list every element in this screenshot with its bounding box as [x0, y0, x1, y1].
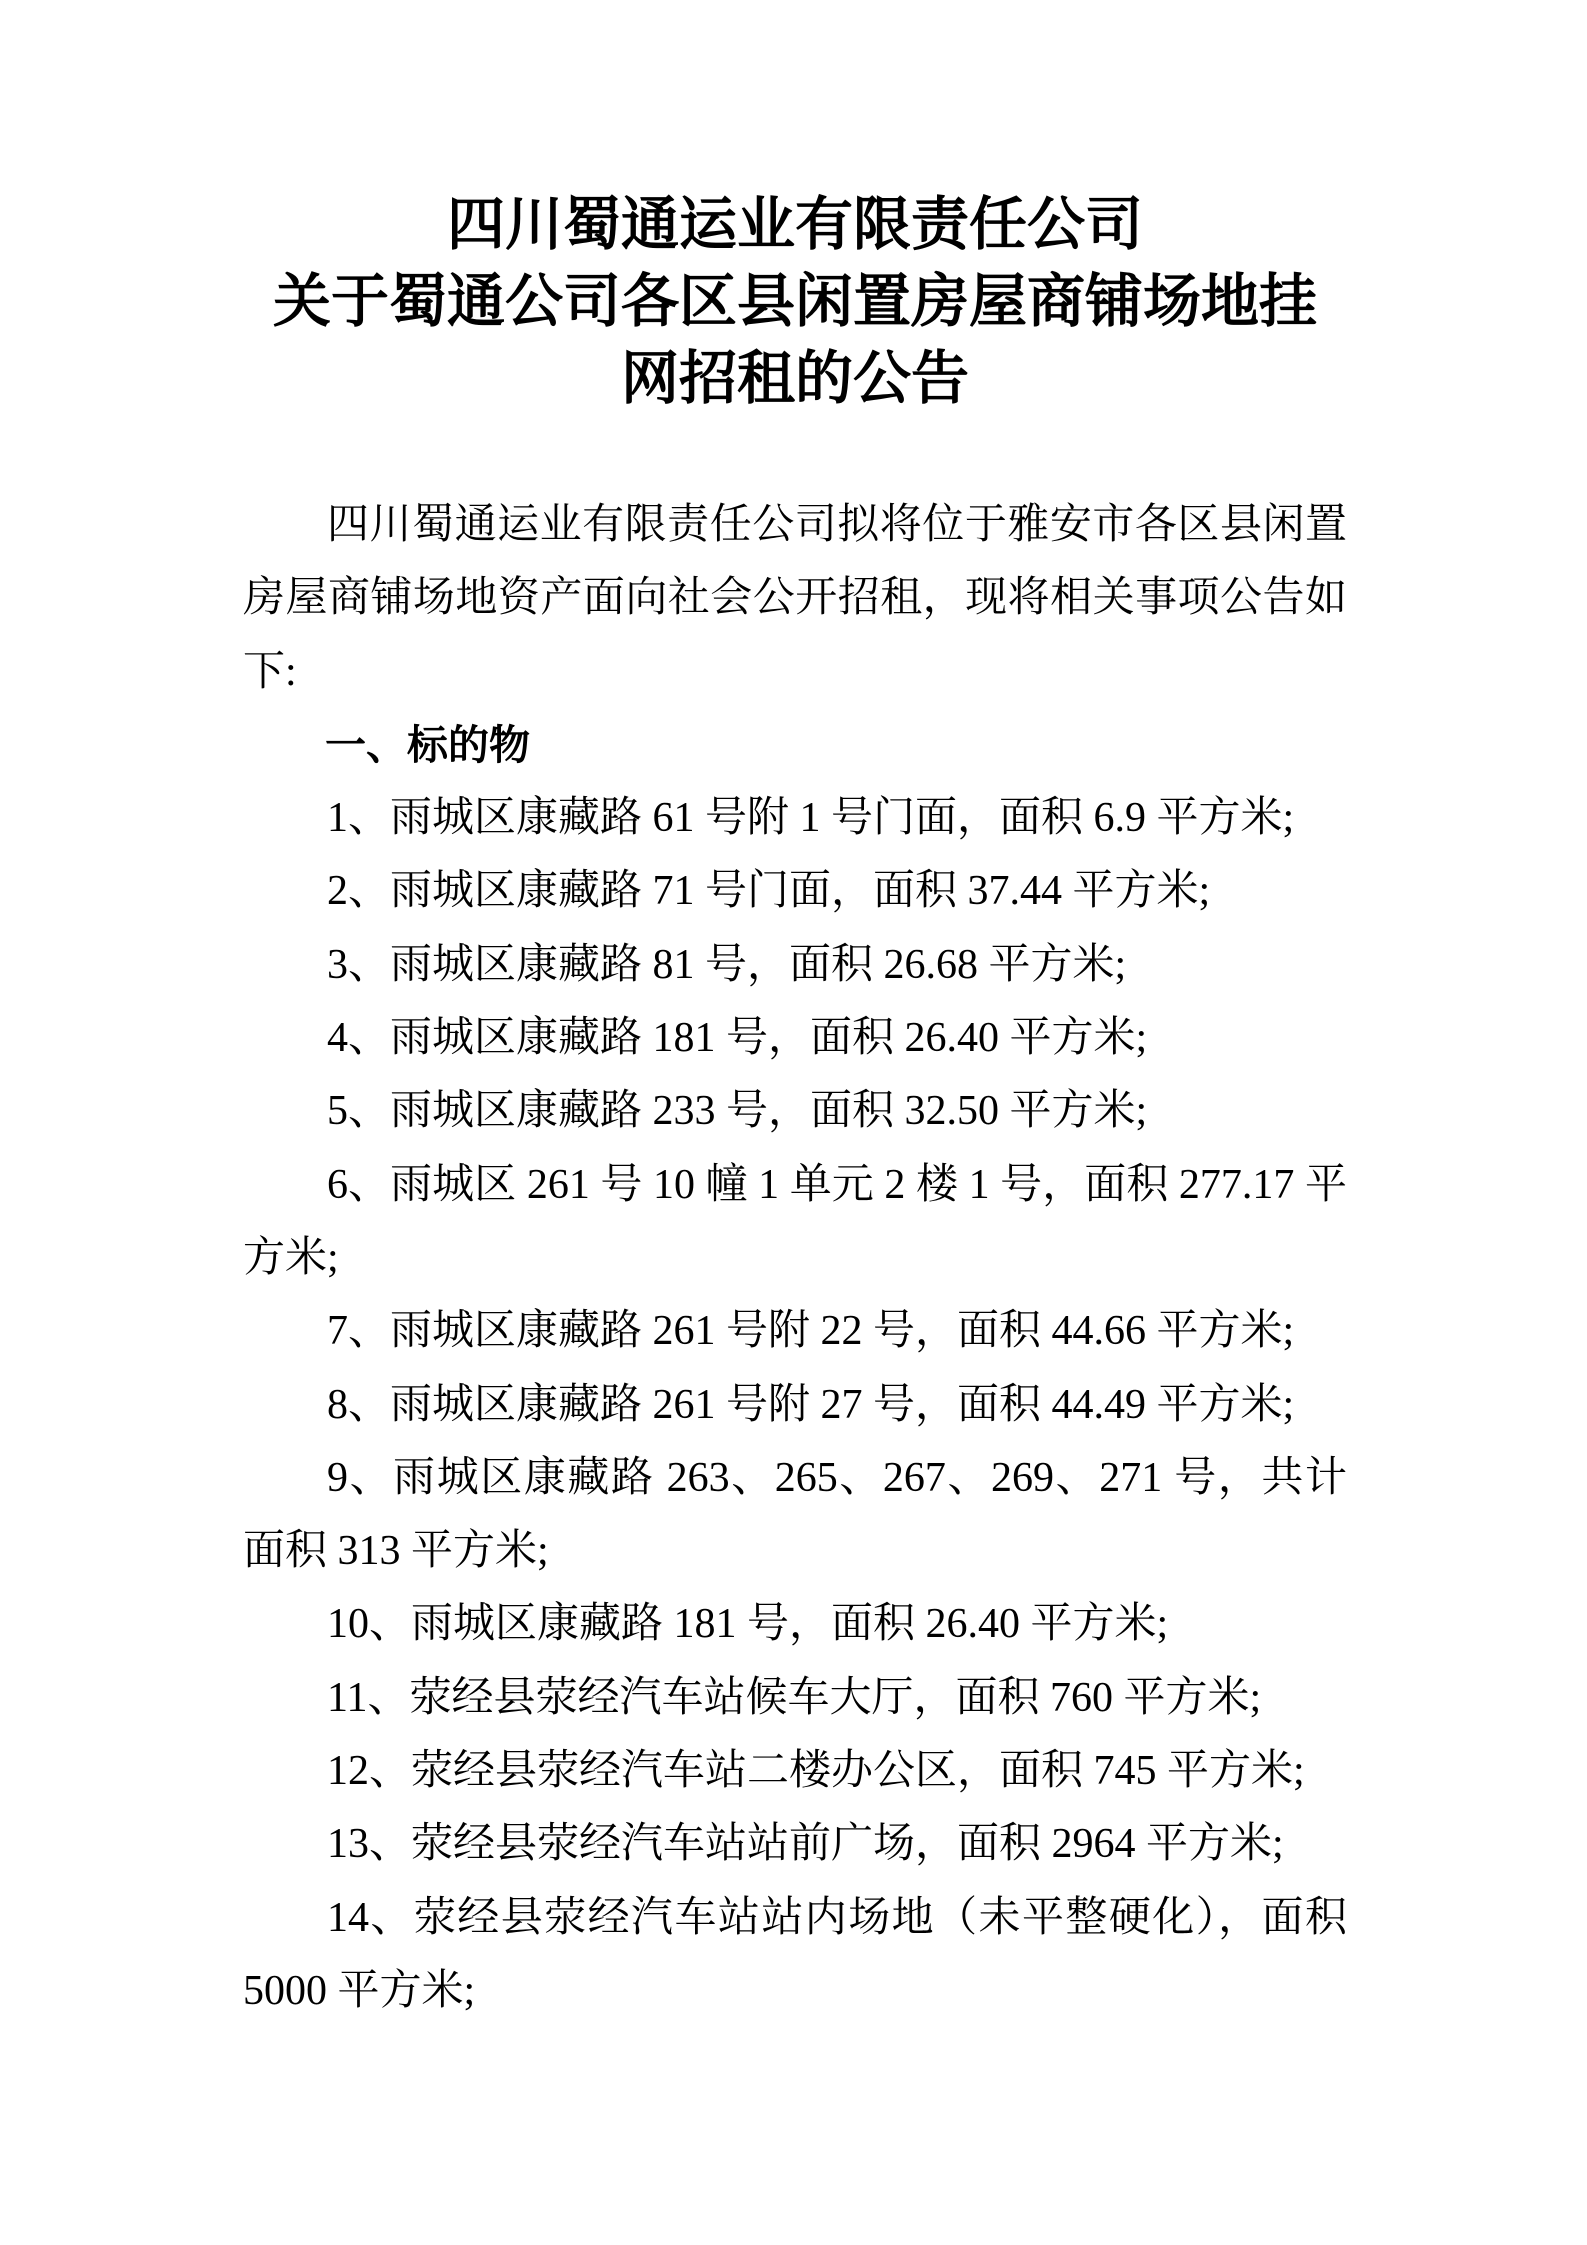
list-item-6: 6、雨城区 261 号 10 幢 1 单元 2 楼 1 号，面积 277.17 平方米; — [243, 1161, 1347, 1281]
list-item-5: 5、雨城区康藏路 233 号，面积 32.50 平方米; — [327, 1088, 1148, 1135]
list-item-13: 13、荥经县荥经汽车站站前广场，面积 2964 平方米; — [327, 1821, 1284, 1868]
list-item-4: 4、雨城区康藏路 181 号，面积 26.40 平方米; — [327, 1015, 1148, 1062]
list-item-9: 9、雨城区康藏路 263、265、267、269、271 号，共计面积 313 平方米; — [243, 1454, 1347, 1575]
document-title — [243, 186, 1347, 417]
list-item-8: 8、雨城区康藏路 261 号附 27 号，面积 44.49 平方米; — [327, 1381, 1295, 1428]
list-item-2: 2、雨城区康藏路 71 号门面，面积 37.44 平方米; — [327, 868, 1211, 915]
title-line-1: 四川蜀通运业有限责任公司 — [446, 192, 1143, 257]
section-heading-targets: 一、标的物 — [325, 721, 530, 768]
list-item-1: 1、雨城区康藏路 61 号附 1 号门面，面积 6.9 平方米; — [327, 795, 1295, 842]
list-item-3: 3、雨城区康藏路 81 号，面积 26.68 平方米; — [327, 941, 1127, 988]
title-line-2: 关于蜀通公司各区县闲置房屋商铺场地挂 — [272, 269, 1317, 334]
title-line-3: 网招租的公告 — [620, 346, 969, 411]
document-body — [243, 489, 1347, 2028]
list-item-12: 12、荥经县荥经汽车站二楼办公区，面积 745 平方米; — [327, 1748, 1305, 1795]
intro-paragraph: 四川蜀通运业有限责任公司拟将位于雅安市各区县闲置房屋商铺场地资产面向社会公开招租，现将相关事项公告如下: — [243, 502, 1347, 695]
list-item-7: 7、雨城区康藏路 261 号附 22 号，面积 44.66 平方米; — [327, 1308, 1295, 1355]
list-item-11: 11、荥经县荥经汽车站候车大厅，面积 760 平方米; — [327, 1674, 1262, 1721]
list-item-14: 14、荥经县荥经汽车站站内场地（未平整硬化），面积 5000 平方米; — [243, 1894, 1347, 2014]
list-item-10: 10、雨城区康藏路 181 号，面积 26.40 平方米; — [327, 1601, 1169, 1648]
